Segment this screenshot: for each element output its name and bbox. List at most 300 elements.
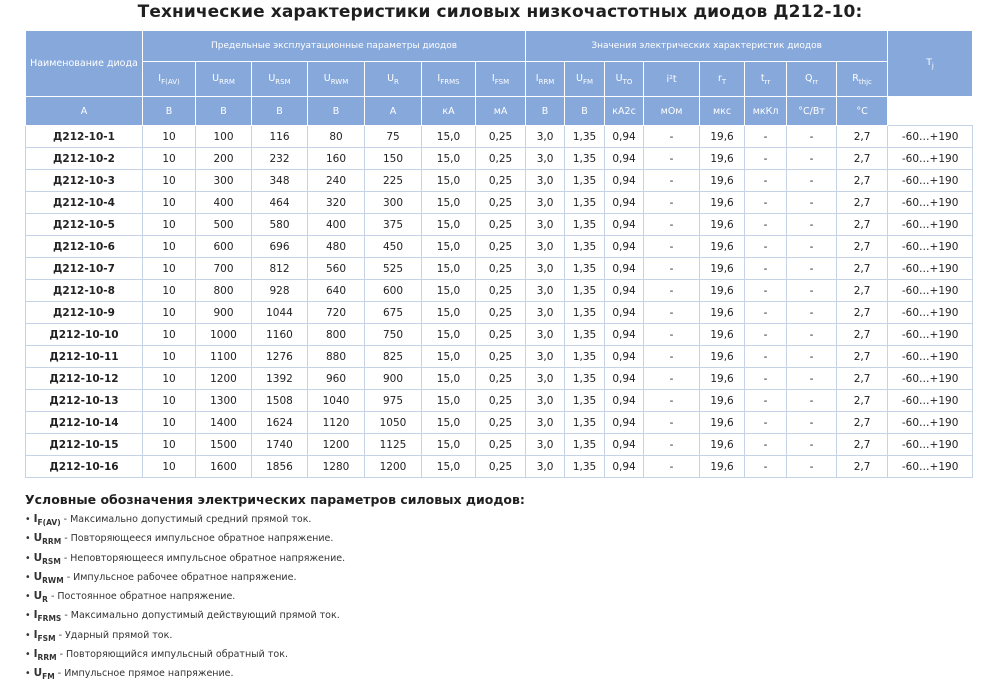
table-cell: 2,7 (837, 280, 888, 302)
table-row (26, 236, 973, 258)
table-cell: -60…+190 (888, 214, 973, 236)
table-cell: - (787, 258, 837, 280)
table-cell: 812 (252, 258, 308, 280)
legend-symbol-base: I (33, 609, 38, 622)
header-param (700, 62, 745, 97)
table-cell: 0,25 (476, 368, 526, 390)
table-cell: 1508 (252, 390, 308, 412)
table-cell: 0,94 (605, 280, 644, 302)
table-cell: 0,94 (605, 148, 644, 170)
table-cell: -60…+190 (888, 148, 973, 170)
table-cell: 1,35 (565, 170, 605, 192)
table-cell: 3,0 (526, 390, 565, 412)
legend-symbol (34, 552, 61, 564)
header-param-sub: TO (622, 77, 633, 86)
table-cell: - (644, 214, 700, 236)
table-cell: 3,0 (526, 456, 565, 478)
table-cell: 10 (143, 390, 196, 412)
table-cell: 1,35 (565, 390, 605, 412)
table-cell: - (787, 302, 837, 324)
header-param-sub: FM (583, 77, 594, 86)
table-cell: 10 (143, 302, 196, 324)
table-cell: 348 (252, 170, 308, 192)
header-param-sub: FRMS (440, 77, 460, 86)
table-cell: 525 (365, 258, 422, 280)
table-cell: 10 (143, 412, 196, 434)
legend-symbol-sub: RSM (42, 556, 61, 566)
table-cell: 0,25 (476, 302, 526, 324)
table-cell: - (787, 280, 837, 302)
legend-symbol-base: U (33, 570, 43, 583)
table-row (26, 368, 973, 390)
table-cell: 10 (143, 192, 196, 214)
table-cell: - (787, 148, 837, 170)
table-row (26, 192, 973, 214)
table-cell: 800 (308, 324, 365, 346)
header-param (308, 62, 365, 97)
table-cell: -60…+190 (888, 302, 973, 324)
header-param (196, 62, 252, 97)
table-cell: 10 (143, 434, 196, 456)
table-cell: - (787, 236, 837, 258)
table-cell: - (745, 236, 787, 258)
table-row (26, 434, 973, 456)
header-unit: B (565, 97, 605, 126)
legend-description: - Повторяющееся импульсное обратное напряжение. (61, 533, 334, 545)
header-param-sub: rr (812, 77, 819, 86)
header-tj-sub: j (931, 61, 934, 70)
header-param-base: I (437, 72, 441, 84)
table-row (26, 280, 973, 302)
table-cell: 0,94 (605, 258, 644, 280)
legend-item: • $I_{FSM}$ - Ударный прямой ток. (25, 628, 173, 643)
table-cell: 1000 (196, 324, 252, 346)
header-param (422, 62, 476, 97)
table-cell: 2,7 (837, 346, 888, 368)
table-cell: 1276 (252, 346, 308, 368)
table-cell: -60…+190 (888, 324, 973, 346)
diode-name-cell: Д212-10-1 (26, 126, 143, 148)
table-cell: 1,35 (565, 148, 605, 170)
header-param-sub: rr (764, 77, 771, 86)
table-cell: 0,25 (476, 434, 526, 456)
header-unit: °C/Вт (787, 97, 837, 126)
legend-symbol-sub: FM (42, 672, 55, 682)
legend-description: - Ударный прямой ток. (55, 629, 173, 641)
table-cell: - (745, 214, 787, 236)
table-cell: 750 (365, 324, 422, 346)
diode-name-cell: Д212-10-4 (26, 192, 143, 214)
legend-item: • $I_{RRM}$ - Повторяющийся импульсный обратный ток. (25, 648, 288, 663)
table-cell: 2,7 (837, 148, 888, 170)
diode-name-cell: Д212-10-12 (26, 368, 143, 390)
header-param-base: U (387, 72, 395, 84)
table-cell: 1,35 (565, 434, 605, 456)
legend-symbol-base: I (33, 513, 38, 525)
table-cell: 10 (143, 368, 196, 390)
table-cell: - (644, 192, 700, 214)
table-cell: 1400 (196, 412, 252, 434)
legend-symbol (33, 590, 48, 605)
table-cell: - (644, 258, 700, 280)
table-cell: 160 (308, 148, 365, 170)
table-cell: 240 (308, 170, 365, 192)
table-cell: -60…+190 (888, 346, 973, 368)
table-cell: 15,0 (422, 368, 476, 390)
header-param (526, 62, 565, 97)
table-cell: 500 (196, 214, 252, 236)
header-unit: кА2с (605, 97, 644, 126)
table-cell: - (745, 368, 787, 390)
table-cell: 1050 (365, 412, 422, 434)
header-unit: мОм (644, 97, 700, 126)
table-cell: 15,0 (422, 324, 476, 346)
diode-name-cell: Д212-10-14 (26, 412, 143, 434)
diode-name-cell: Д212-10-16 (26, 456, 143, 478)
table-cell: 15,0 (422, 412, 476, 434)
table-row (26, 148, 973, 170)
table-cell: 0,94 (605, 302, 644, 324)
header-unit: B (526, 97, 565, 126)
table-cell: 1,35 (565, 368, 605, 390)
table-cell: - (787, 170, 837, 192)
table-cell: 232 (252, 148, 308, 170)
table-cell: 675 (365, 302, 422, 324)
table-cell: 1200 (365, 456, 422, 478)
table-cell: - (745, 148, 787, 170)
table-cell: 825 (365, 346, 422, 368)
table-cell: -60…+190 (888, 434, 973, 456)
table-cell: - (745, 170, 787, 192)
table-cell: 1044 (252, 302, 308, 324)
table-cell: 19,6 (700, 126, 745, 148)
table-cell: 2,7 (837, 434, 888, 456)
table-cell: 640 (308, 280, 365, 302)
table-cell: 2,7 (837, 126, 888, 148)
legend-description: - Максимально допустимый действующий прямой ток. (61, 610, 340, 622)
header-param-sub: T (721, 77, 727, 86)
table-cell: 975 (365, 390, 422, 412)
table-cell: - (787, 324, 837, 346)
table-cell: 2,7 (837, 192, 888, 214)
table-cell: - (787, 368, 837, 390)
table-cell: 1,35 (565, 412, 605, 434)
legend-description: - Максимально допустимый средний прямой ток. (60, 514, 312, 525)
table-cell: 2,7 (837, 456, 888, 478)
table-cell: - (787, 192, 837, 214)
table-cell: 2,7 (837, 302, 888, 324)
legend-symbol (34, 571, 64, 583)
table-cell: 200 (196, 148, 252, 170)
table-cell: - (745, 412, 787, 434)
header-param-base: t (760, 72, 765, 84)
table-cell: 300 (196, 170, 252, 192)
table-cell: 0,25 (476, 324, 526, 346)
header-tj-base: T (926, 57, 932, 68)
table-cell: 0,94 (605, 126, 644, 148)
table-cell: 15,0 (422, 280, 476, 302)
table-cell: 1,35 (565, 456, 605, 478)
header-param-sub: RRM (538, 77, 555, 86)
table-cell: 2,7 (837, 324, 888, 346)
table-cell: - (745, 324, 787, 346)
header-param-sub: RWM (330, 77, 349, 86)
table-cell: - (787, 390, 837, 412)
table-row (26, 390, 973, 412)
header-param (252, 62, 308, 97)
header-param-base: Q (805, 72, 813, 84)
diode-name-cell: Д212-10-9 (26, 302, 143, 324)
header-param-sub: R (394, 77, 399, 86)
table-cell: - (745, 434, 787, 456)
table-cell: 928 (252, 280, 308, 302)
header-unit: A (26, 97, 143, 126)
legend-item: • $U_{RSM}$ - Неповторяющееся импульсное обратное напряжение. (25, 551, 346, 566)
table-cell: - (644, 148, 700, 170)
table-cell: -60…+190 (888, 412, 973, 434)
table-cell: 720 (308, 302, 365, 324)
legend-symbol-sub: RWM (42, 575, 64, 585)
header-unit: мкКл (745, 97, 787, 126)
table-cell: 2,7 (837, 236, 888, 258)
diode-name-cell: Д212-10-8 (26, 280, 143, 302)
table-cell: 0,25 (476, 126, 526, 148)
header-param-base: U (212, 72, 220, 84)
table-cell: - (644, 236, 700, 258)
header-param-sub: RSM (275, 77, 291, 86)
table-cell: 19,6 (700, 214, 745, 236)
header-param (837, 62, 888, 97)
table-cell: - (644, 368, 700, 390)
table-cell: 15,0 (422, 126, 476, 148)
legend-symbol-base: U (33, 667, 43, 680)
table-cell: 1500 (196, 434, 252, 456)
table-cell: 1,35 (565, 192, 605, 214)
table-cell: 3,0 (526, 170, 565, 192)
table-cell: 560 (308, 258, 365, 280)
table-cell: 0,25 (476, 346, 526, 368)
header-unit: B (308, 97, 365, 126)
table-cell: 800 (196, 280, 252, 302)
table-row (26, 346, 973, 368)
table-cell: 3,0 (526, 324, 565, 346)
diode-name-cell: Д212-10-3 (26, 170, 143, 192)
table-row (26, 412, 973, 434)
table-cell: 3,0 (526, 148, 565, 170)
legend-description: - Повторяющийся импульсный обратный ток. (56, 649, 288, 661)
header-unit: мкс (700, 97, 745, 126)
header-param-base: U (615, 72, 623, 84)
table-cell: 900 (365, 368, 422, 390)
table-cell: 1280 (308, 456, 365, 478)
table-cell: 3,0 (526, 368, 565, 390)
table-cell: 1,35 (565, 324, 605, 346)
table-cell: - (787, 412, 837, 434)
table-cell: 400 (308, 214, 365, 236)
legend-symbol-base: I (33, 648, 38, 661)
legend-description: - Импульсное прямое напряжение. (54, 668, 234, 680)
table-cell: 1600 (196, 456, 252, 478)
table-cell: 19,6 (700, 368, 745, 390)
table-cell: 10 (143, 346, 196, 368)
table-cell: 0,94 (605, 434, 644, 456)
header-param-sub: F(AV) (161, 77, 180, 86)
table-cell: - (745, 258, 787, 280)
header-tj (888, 31, 973, 97)
table-cell: - (745, 346, 787, 368)
header-unit: B (252, 97, 308, 126)
legend-symbol (33, 532, 62, 547)
table-cell: -60…+190 (888, 390, 973, 412)
header-param-base: U (268, 72, 276, 84)
table-cell: 10 (143, 236, 196, 258)
legend-symbol-base: U (33, 532, 43, 545)
table-cell: 225 (365, 170, 422, 192)
legend-title: Условные обозначения электрических параметров силовых диодов: (25, 492, 525, 507)
legend-description: - Импульсное рабочее обратное напряжение. (63, 571, 297, 583)
table-cell: 0,94 (605, 192, 644, 214)
table-row (26, 258, 973, 280)
table-cell: 0,94 (605, 346, 644, 368)
table-cell: - (787, 214, 837, 236)
table-cell: 0,94 (605, 456, 644, 478)
header-param-base: U (576, 72, 583, 84)
header-param (476, 62, 526, 97)
table-cell: 1624 (252, 412, 308, 434)
table-cell: 696 (252, 236, 308, 258)
table-cell: 15,0 (422, 258, 476, 280)
table-cell: 2,7 (837, 368, 888, 390)
header-limit-params: Предельные эксплуатационные параметры диодов (143, 31, 526, 62)
legend-item: • $I_{F(AV)}$ - Максимально допустимый средний прямой ток. (25, 513, 312, 527)
legend-symbol (33, 667, 55, 682)
table-cell: 0,94 (605, 236, 644, 258)
table-cell: 0,94 (605, 368, 644, 390)
table-cell: 0,25 (476, 148, 526, 170)
table-cell: 0,25 (476, 390, 526, 412)
header-param-base: r (717, 72, 722, 84)
table-cell: - (745, 192, 787, 214)
table-cell: 0,94 (605, 390, 644, 412)
table-cell: - (644, 302, 700, 324)
table-cell: 1,35 (565, 236, 605, 258)
header-param-base: I (535, 72, 539, 84)
legend-symbol-base: I (33, 628, 38, 641)
table-cell: 0,25 (476, 280, 526, 302)
legend-symbol-base: U (33, 590, 43, 603)
table-cell: 2,7 (837, 390, 888, 412)
table-cell: 300 (365, 192, 422, 214)
table-cell: 1,35 (565, 280, 605, 302)
table-cell: 1856 (252, 456, 308, 478)
table-cell: -60…+190 (888, 456, 973, 478)
table-cell: 400 (196, 192, 252, 214)
table-cell: 15,0 (422, 192, 476, 214)
table-cell: 10 (143, 214, 196, 236)
table-cell: 0,25 (476, 412, 526, 434)
table-cell: -60…+190 (888, 280, 973, 302)
legend-symbol-sub: F(AV) (37, 518, 61, 527)
header-param (644, 62, 700, 97)
table-cell: 15,0 (422, 148, 476, 170)
table-cell: 19,6 (700, 346, 745, 368)
table-cell: 15,0 (422, 302, 476, 324)
diode-name-cell: Д212-10-11 (26, 346, 143, 368)
table-cell: 1,35 (565, 302, 605, 324)
table-cell: 2,7 (837, 412, 888, 434)
header-param-sub: FSM (494, 77, 510, 86)
table-cell: 10 (143, 324, 196, 346)
table-cell: -60…+190 (888, 368, 973, 390)
table-cell: 960 (308, 368, 365, 390)
table-cell: 2,7 (837, 214, 888, 236)
table-row (26, 324, 973, 346)
table-cell: 1120 (308, 412, 365, 434)
table-cell: 10 (143, 126, 196, 148)
table-cell: 1300 (196, 390, 252, 412)
legend-symbol (34, 629, 56, 641)
header-param-sub: thjc (858, 77, 872, 86)
table-cell: 19,6 (700, 412, 745, 434)
legend-symbol-sub: FSM (37, 633, 56, 643)
header-param (787, 62, 837, 97)
table-cell: - (745, 280, 787, 302)
table-cell: 15,0 (422, 170, 476, 192)
table-cell: - (644, 170, 700, 192)
table-cell: 1,35 (565, 126, 605, 148)
table-cell: 19,6 (700, 192, 745, 214)
table-cell: 10 (143, 148, 196, 170)
header-unit: B (196, 97, 252, 126)
header-param (605, 62, 644, 97)
header-param-base: R (852, 72, 859, 84)
diode-name-cell: Д212-10-15 (26, 434, 143, 456)
header-diode-name: Наименование диода (26, 31, 143, 97)
table-cell: 1160 (252, 324, 308, 346)
table-cell: -60…+190 (888, 170, 973, 192)
table-cell: 3,0 (526, 412, 565, 434)
header-param (745, 62, 787, 97)
table-cell: 1,35 (565, 214, 605, 236)
table-cell: 2,7 (837, 258, 888, 280)
header-param (565, 62, 605, 97)
table-cell: 480 (308, 236, 365, 258)
legend-item: • $U_{RWM}$ - Импульсное рабочее обратное напряжение. (25, 570, 297, 585)
table-cell: 3,0 (526, 236, 565, 258)
legend-symbol (33, 609, 62, 624)
legend-symbol (34, 513, 61, 525)
legend-item: • $U_{RRM}$ - Повторяющееся импульсное обратное напряжение. (25, 532, 334, 547)
diode-name-cell: Д212-10-5 (26, 214, 143, 236)
table-cell: - (644, 434, 700, 456)
table-cell: - (745, 126, 787, 148)
table-cell: 1040 (308, 390, 365, 412)
legend-symbol-sub: RRM (37, 653, 57, 663)
table-cell: 1740 (252, 434, 308, 456)
table-cell: 19,6 (700, 258, 745, 280)
table-cell: 19,6 (700, 148, 745, 170)
table-cell: 0,25 (476, 214, 526, 236)
legend-symbol (33, 648, 57, 663)
table-cell: - (745, 456, 787, 478)
header-param-base: I (158, 72, 162, 84)
table-cell: 15,0 (422, 456, 476, 478)
table-cell: 3,0 (526, 258, 565, 280)
table-cell: 1,35 (565, 258, 605, 280)
table-cell: 464 (252, 192, 308, 214)
table-cell: -60…+190 (888, 236, 973, 258)
table-cell: 320 (308, 192, 365, 214)
